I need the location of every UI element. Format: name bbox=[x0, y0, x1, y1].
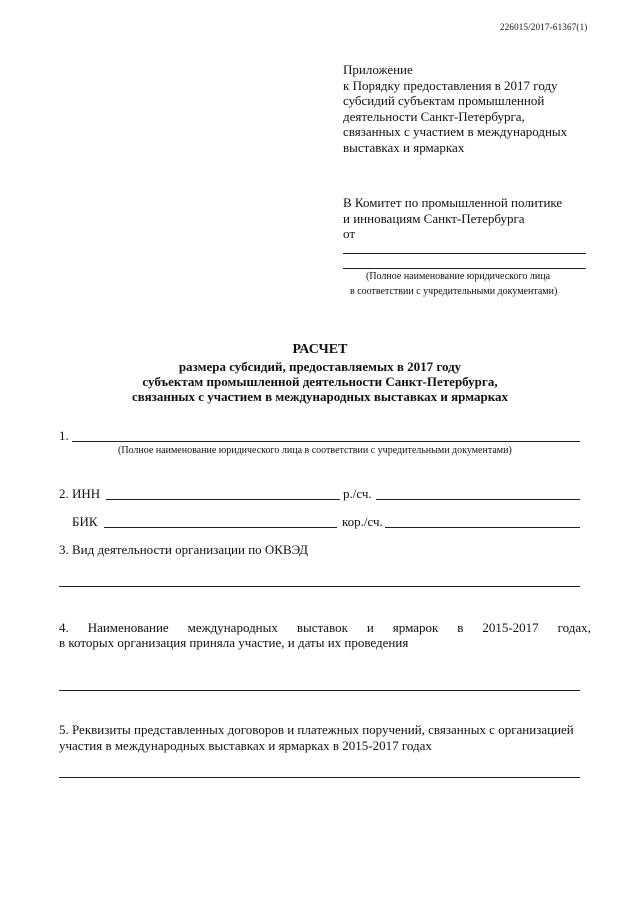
item3-fill-line[interactable] bbox=[59, 586, 580, 587]
item4-line2: в которых организация приняла участие, и даты их проведения bbox=[59, 635, 409, 650]
item4-word: годах, bbox=[557, 620, 591, 635]
appendix-line: деятельности Санкт-Петербурга, bbox=[343, 108, 525, 124]
addressee-caption: в соответствии с учредительными документами) bbox=[350, 286, 558, 297]
item4-word: международных bbox=[187, 620, 278, 635]
title-line: связанных с участием в международных выставках и ярмарках bbox=[132, 389, 508, 404]
account-label: р./сч. bbox=[343, 486, 372, 501]
bik-label: БИК bbox=[72, 514, 98, 529]
appendix-line: выставках и ярмарках bbox=[343, 139, 465, 155]
item5-line1: 5. Реквизиты представленных договоров и платежных поручений, связанных с организацией bbox=[59, 722, 574, 737]
bik-fill-line[interactable] bbox=[104, 527, 337, 528]
addressee-fill-line-1[interactable] bbox=[343, 253, 586, 254]
item4-line1 bbox=[59, 620, 591, 636]
item4-word: ярмарок bbox=[392, 620, 439, 635]
appendix-block bbox=[343, 62, 567, 155]
item5-fill-line[interactable] bbox=[59, 777, 580, 778]
item5-line2: участия в международных выставках и ярмарках в 2015-2017 годах bbox=[59, 738, 432, 753]
item4-word: Наименование bbox=[87, 620, 169, 635]
item4-word: в bbox=[457, 620, 464, 635]
addressee-line: от bbox=[343, 226, 356, 241]
item1-fill-line[interactable] bbox=[72, 441, 580, 442]
title-line: размера субсидий, предоставляемых в 2017 году bbox=[178, 359, 462, 374]
account-fill-line[interactable] bbox=[376, 499, 580, 500]
addressee-fill-line-2[interactable] bbox=[343, 268, 586, 269]
corr-account-fill-line[interactable] bbox=[385, 527, 580, 528]
inn-label: 2. ИНН bbox=[59, 486, 101, 501]
item4-word: 2015-2017 bbox=[482, 620, 539, 635]
item4-word: выставок bbox=[296, 620, 348, 635]
title-line: субъектам промышленной деятельности Санкт-Петербурга, bbox=[142, 374, 498, 389]
item1-number: 1. bbox=[59, 428, 69, 443]
appendix-line: к Порядку предоставления в 2017 году bbox=[343, 77, 558, 93]
addressee-caption: (Полное наименование юридического лица bbox=[366, 271, 551, 282]
item4-fill-line[interactable] bbox=[59, 690, 580, 691]
inn-fill-line[interactable] bbox=[106, 499, 340, 500]
document-code: 226015/2017-61367(1) bbox=[500, 22, 588, 32]
document-title: РАСЧЕТ bbox=[292, 342, 348, 357]
addressee-block bbox=[343, 195, 562, 242]
addressee-line: В Комитет по промышленной политике bbox=[343, 195, 563, 210]
appendix-line: Приложение bbox=[343, 62, 413, 77]
item1-caption: (Полное наименование юридического лица в соответствии с учредительными документами) bbox=[118, 445, 512, 456]
item4-word: и bbox=[366, 620, 374, 635]
item4-word: 4. bbox=[59, 620, 69, 635]
corr-account-label: кор./сч. bbox=[342, 514, 383, 529]
appendix-line: связанных с участием в международных bbox=[343, 124, 568, 139]
appendix-line: субсидий субъектам промышленной bbox=[343, 93, 545, 108]
addressee-line: и инновациям Санкт-Петербурга bbox=[343, 210, 525, 226]
item3-text: 3. Вид деятельности организации по ОКВЭД bbox=[59, 542, 308, 557]
